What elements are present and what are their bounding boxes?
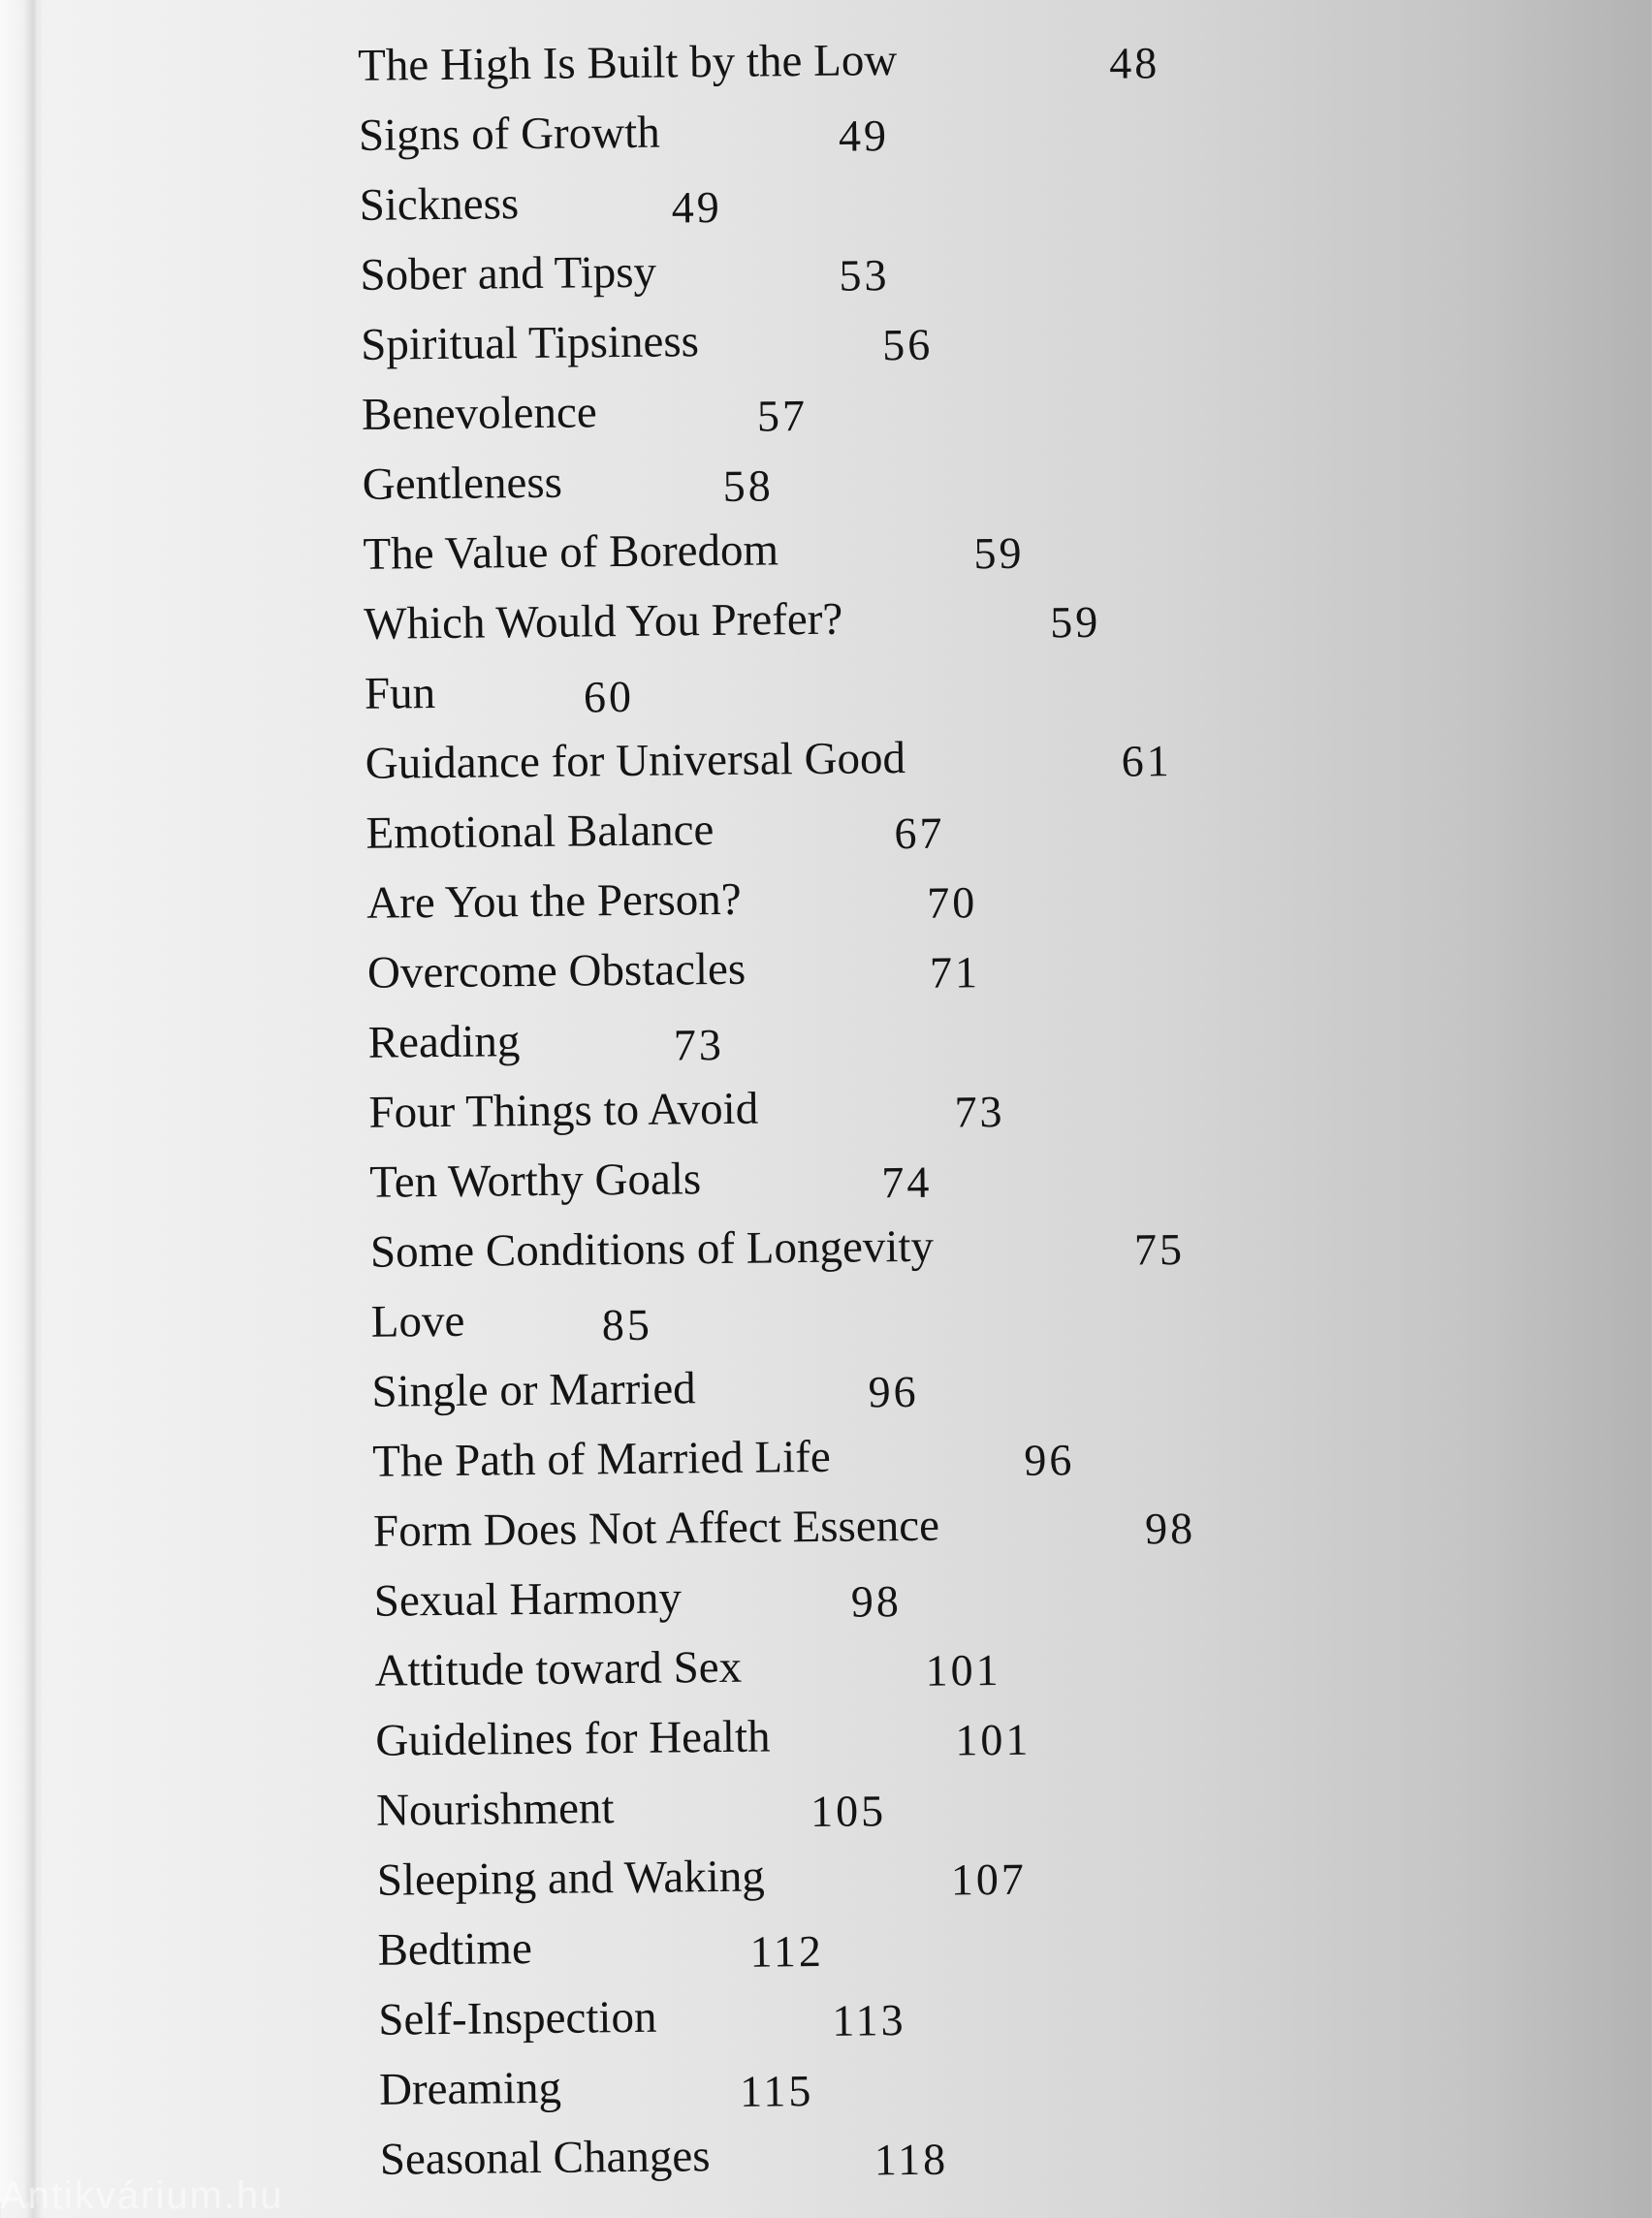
toc-entry-title: Bedtime bbox=[377, 1923, 533, 1976]
toc-entry-page: 70 bbox=[926, 877, 978, 928]
toc-entry-title: Some Conditions of Longevity bbox=[369, 1220, 935, 1278]
toc-entry-title: The Value of Boredom bbox=[363, 524, 779, 580]
toc-entry bbox=[378, 1980, 1349, 2048]
toc-entry-page: 98 bbox=[850, 1576, 903, 1627]
toc-entry bbox=[379, 2050, 1350, 2118]
toc-entry bbox=[373, 1562, 1344, 1630]
toc-entry-page: 101 bbox=[925, 1644, 1001, 1695]
toc-entry-page: 107 bbox=[950, 1854, 1028, 1905]
toc-entry-title: Emotional Balance bbox=[365, 805, 715, 859]
toc-entry-page: 74 bbox=[881, 1157, 933, 1208]
toc-entry-title: Seasonal Changes bbox=[379, 2131, 711, 2185]
toc-entry-page: 98 bbox=[1144, 1503, 1196, 1554]
toc-entry-title: Four Things to Avoid bbox=[368, 1083, 759, 1138]
toc-entry-page: 49 bbox=[838, 111, 890, 161]
toc-entry-page: 113 bbox=[832, 1995, 906, 2045]
toc-entry bbox=[365, 794, 1336, 862]
toc-entry-title: Signs of Growth bbox=[358, 107, 660, 161]
toc-entry bbox=[370, 1283, 1341, 1350]
toc-entry bbox=[372, 1422, 1343, 1490]
toc-entry-title: Nourishment bbox=[375, 1783, 615, 1836]
toc-entry-title: The Path of Married Life bbox=[371, 1431, 831, 1487]
toc-entry-title: Guidelines for Health bbox=[375, 1711, 771, 1766]
toc-entry-page: 57 bbox=[756, 391, 809, 441]
toc-entry-page: 58 bbox=[722, 460, 775, 511]
toc-entry bbox=[369, 1143, 1340, 1211]
toc-entry-title: Single or Married bbox=[371, 1363, 696, 1417]
toc-entry-title: Guidance for Universal Good bbox=[365, 732, 906, 789]
toc-entry-page: 96 bbox=[868, 1366, 919, 1417]
toc-entry-page: 59 bbox=[1049, 596, 1101, 648]
toc-entry bbox=[359, 166, 1329, 234]
toc-entry bbox=[373, 1492, 1344, 1560]
toc-entry-title: Love bbox=[370, 1295, 465, 1347]
toc-entry-page: 96 bbox=[1024, 1435, 1075, 1485]
toc-entry-title: Sexual Harmony bbox=[373, 1572, 683, 1627]
toc-entry-page: 73 bbox=[954, 1086, 1005, 1137]
toc-entry bbox=[364, 585, 1334, 652]
toc-entry bbox=[374, 1632, 1345, 1699]
toc-entry bbox=[360, 236, 1330, 303]
toc-entry bbox=[366, 864, 1337, 932]
toc-entry-page: 118 bbox=[874, 2134, 949, 2185]
toc-entry-title: Sickness bbox=[359, 178, 520, 231]
toc-entry bbox=[367, 934, 1338, 1001]
toc-entry-title: Spiritual Tipsiness bbox=[360, 316, 700, 370]
toc-entry bbox=[362, 375, 1332, 443]
toc-entry bbox=[376, 1841, 1347, 1909]
toc-entry bbox=[375, 1701, 1346, 1769]
toc-entry-title: Sober and Tipsy bbox=[360, 246, 657, 301]
toc-entry-page: 49 bbox=[671, 181, 723, 233]
toc-entry-title: Benevolence bbox=[361, 387, 597, 440]
toc-entry-page: 85 bbox=[601, 1299, 653, 1350]
toc-entry-page: 61 bbox=[1121, 736, 1173, 786]
toc-entry-page: 112 bbox=[749, 1925, 825, 1977]
toc-entry bbox=[376, 1771, 1347, 1839]
toc-entry bbox=[379, 2120, 1350, 2188]
toc-entry-title: Overcome Obstacles bbox=[366, 943, 747, 998]
toc-entry-page: 71 bbox=[929, 947, 981, 998]
toc-entry bbox=[365, 654, 1335, 722]
toc-entry-title: Ten Worthy Goals bbox=[368, 1154, 702, 1208]
toc-entry-page: 101 bbox=[955, 1714, 1032, 1765]
toc-entry-page: 53 bbox=[839, 250, 890, 301]
toc-entry-page: 67 bbox=[894, 808, 945, 859]
toc-entry-page: 48 bbox=[1108, 38, 1160, 88]
toc-entry-title: Sleeping and Waking bbox=[376, 1851, 766, 1906]
toc-entry-page: 59 bbox=[973, 527, 1025, 579]
toc-entry bbox=[377, 1911, 1348, 1979]
toc-entry-title: Self-Inspection bbox=[378, 1991, 657, 2045]
toc-entry bbox=[368, 1073, 1339, 1141]
toc-entry-title: Which Would You Prefer? bbox=[363, 593, 843, 650]
toc-entry bbox=[371, 1352, 1342, 1420]
toc-entry bbox=[362, 445, 1332, 513]
watermark: Antikvárium.hu bbox=[0, 2174, 284, 2217]
toc-entry-title: Are You the Person? bbox=[365, 873, 742, 929]
toc-entry-page: 75 bbox=[1133, 1223, 1186, 1275]
toc-entry bbox=[359, 96, 1329, 164]
toc-entry-title: Form Does Not Affect Essence bbox=[372, 1500, 940, 1557]
toc-entry-page: 60 bbox=[583, 671, 635, 722]
toc-entry bbox=[363, 515, 1333, 583]
toc-entry-title: Fun bbox=[364, 668, 436, 719]
toc-entry bbox=[358, 26, 1328, 94]
toc-entry bbox=[367, 1003, 1338, 1071]
toc-entry-page: 56 bbox=[881, 319, 934, 370]
toc-entry-page: 105 bbox=[810, 1786, 887, 1837]
toc-entry-title: The High Is Built by the Low bbox=[357, 35, 898, 91]
toc-entry-page: 115 bbox=[739, 2066, 814, 2116]
toc-entry-title: Reading bbox=[367, 1016, 521, 1068]
toc-entry-title: Gentleness bbox=[362, 457, 563, 510]
toc-entry-title: Dreaming bbox=[378, 2062, 562, 2115]
toc-entry bbox=[361, 305, 1331, 373]
toc-entry bbox=[365, 724, 1335, 792]
toc-entry-title: Attitude toward Sex bbox=[374, 1641, 743, 1696]
toc-entry bbox=[370, 1213, 1341, 1281]
toc-entry-page: 73 bbox=[673, 1019, 725, 1070]
